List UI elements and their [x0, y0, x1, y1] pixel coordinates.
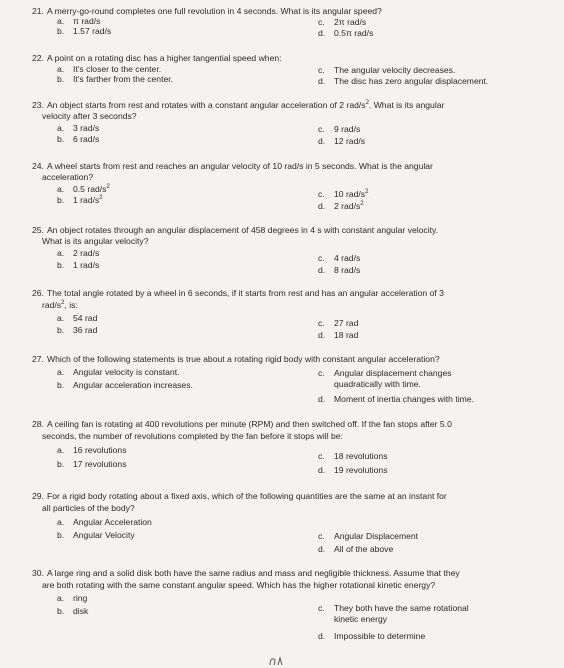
- question-stem: 29. For a rigid body rotating about a fixed axis, which of the following quantities are the same at an instant for: [32, 491, 447, 501]
- question-stem: 24. A wheel starts from rest and reaches an angular velocity of 10 rad/s in 5 seconds. What is the angular: [32, 161, 433, 171]
- option-d[interactable]: d. 8 rad/s: [318, 265, 361, 275]
- option-a[interactable]: a. π rad/s: [57, 16, 101, 26]
- option-b[interactable]: b. Angular acceleration increases.: [57, 380, 193, 390]
- question-stem-continued: rad/$s^2$, is:: [42, 300, 78, 310]
- question-stem: 25. An object rotates through an angular displacement of 458 degrees in 4 s with constant angular velocity.: [32, 225, 439, 235]
- option-b[interactable]: b. 6 rad/s: [57, 134, 100, 144]
- option-a[interactable]: a. It's closer to the center.: [57, 64, 162, 74]
- option-d[interactable]: d. 0.5π rad/s: [318, 28, 374, 38]
- option-a[interactable]: a. 0.5 rad/$s^2$: [57, 184, 110, 194]
- option-d[interactable]: d. Moment of inertia changes with time.: [318, 394, 474, 404]
- option-d[interactable]: d. 18 rad: [318, 330, 359, 340]
- question-stem: 21. A merry-go-round completes one full revolution in 4 seconds. What is its angular speed?: [32, 6, 382, 16]
- option-b[interactable]: b. 1.57 rad/s: [57, 26, 112, 36]
- option-c[interactable]: c. 27 rad: [318, 318, 359, 328]
- question-stem-continued: all particles of the body?: [42, 503, 135, 513]
- option-a[interactable]: a. 2 rad/s: [57, 248, 100, 258]
- option-b[interactable]: b. 36 rad: [57, 325, 98, 335]
- option-c[interactable]: c. 18 revolutions: [318, 451, 388, 461]
- option-c[interactable]: c. Angular Displacement: [318, 531, 419, 541]
- question-stem-continued: are both rotating with the same constant angular speed. Which has the higher rotational kinetic energy?: [42, 580, 436, 590]
- option-c[interactable]: c. 2π rad/s: [318, 17, 367, 27]
- option-d[interactable]: d. 2 rad/$s^2$: [318, 201, 364, 211]
- option-b[interactable]: b. 1 rad/$s^2$: [57, 195, 103, 205]
- option-b[interactable]: b. disk: [57, 606, 89, 616]
- option-a[interactable]: a. 16 revolutions: [57, 445, 127, 455]
- question-stem-continued: seconds, the number of revolutions completed by the fan before it stops will be:: [42, 431, 343, 441]
- option-c[interactable]: c. They both have the same rotational kinetic energy: [318, 603, 469, 624]
- option-c[interactable]: c. Angular displacement changes quadratically with time.: [318, 368, 452, 389]
- option-a[interactable]: a. 3 rad/s: [57, 123, 100, 133]
- option-c[interactable]: c. 4 rad/s: [318, 253, 361, 263]
- question-stem-continued: acceleration?: [42, 172, 94, 182]
- question-stem-continued: velocity after 3 seconds?: [42, 111, 137, 121]
- question-stem: 28. A ceiling fan is rotating at 400 revolutions per minute (RPM) and then switched off. If the fan stops after 5.0: [32, 419, 452, 429]
- option-d[interactable]: d. 12 rad/s: [318, 136, 366, 146]
- question-stem: 30. A large ring and a solid disk both have the same radius and mass and negligible thickness. Assume that they: [32, 568, 460, 578]
- question-stem: 26. The total angle rotated by a wheel in 6 seconds, if it starts from rest and has an angular acceleration of 3: [32, 288, 444, 298]
- option-a[interactable]: a. ring: [57, 593, 88, 603]
- option-a[interactable]: a. Angular velocity is constant.: [57, 367, 180, 377]
- option-d[interactable]: d. All of the above: [318, 544, 394, 554]
- question-stem: 27. Which of the following statements is true about a rotating rigid body with constant angular acceleration?: [32, 354, 440, 364]
- question-stem: 22. A point on a rotating disc has a higher tangential speed when:: [32, 53, 282, 63]
- question-stem-continued: What is its angular velocity?: [42, 236, 149, 246]
- option-c[interactable]: c. The angular velocity decreases.: [318, 65, 456, 75]
- option-d[interactable]: d. 19 revolutions: [318, 465, 388, 475]
- option-a[interactable]: a. 54 rad: [57, 313, 98, 323]
- cropped-page-number-mark: [268, 655, 284, 665]
- option-d[interactable]: d. The disc has zero angular displacement.: [318, 76, 489, 86]
- option-b[interactable]: b. 17 revolutions: [57, 459, 127, 469]
- option-b[interactable]: b. 1 rad/s: [57, 260, 100, 270]
- option-c[interactable]: c. 10 rad/$s^2$: [318, 189, 369, 199]
- option-d[interactable]: d. Impossible to determine: [318, 631, 426, 641]
- option-c[interactable]: c. 9 rad/s: [318, 124, 361, 134]
- option-b[interactable]: b. Angular Velocity: [57, 530, 135, 540]
- option-b[interactable]: b. It's farther from the center.: [57, 74, 174, 84]
- option-a[interactable]: a. Angular Acceleration: [57, 517, 152, 527]
- question-stem: 23. An object starts from rest and rotates with a constant angular acceleration of 2 rad/$s^2$. What is its angular: [32, 100, 445, 110]
